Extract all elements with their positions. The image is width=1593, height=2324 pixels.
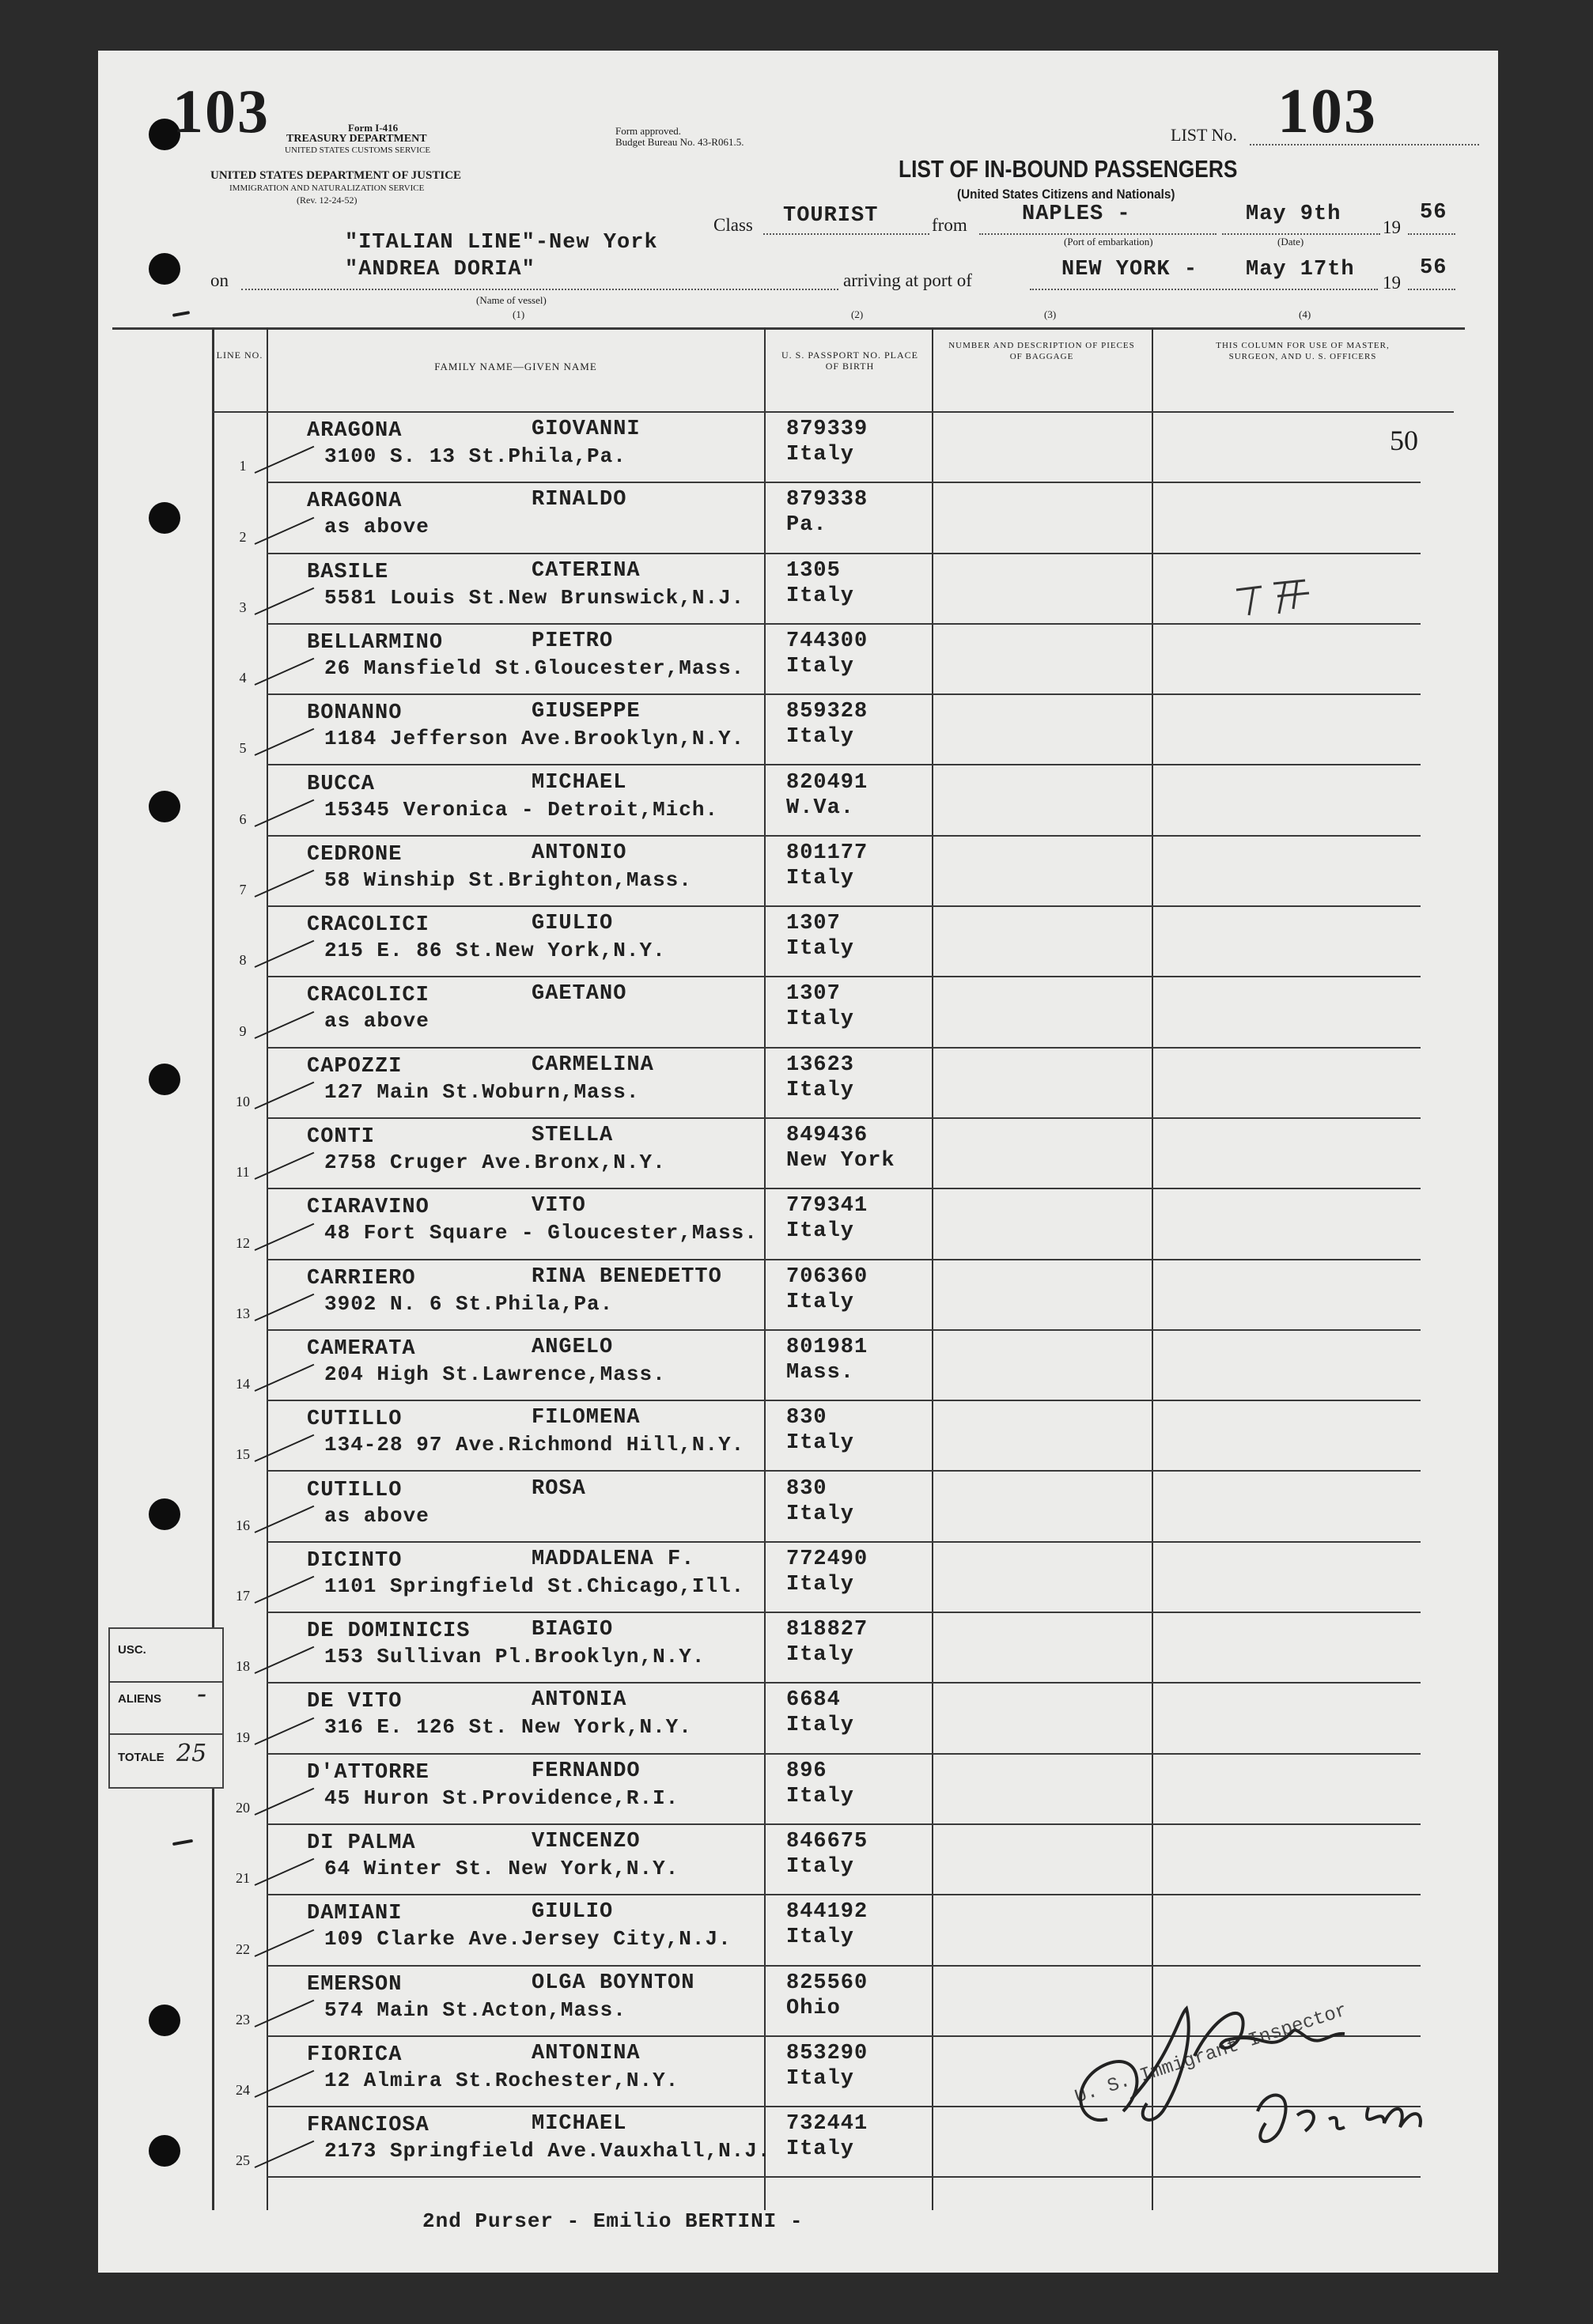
passport-number: 879338	[786, 488, 868, 512]
address: 45 Huron St.Providence,R.I.	[324, 1786, 679, 1810]
passport-number: 818827	[786, 1618, 868, 1642]
check-mark	[255, 1222, 315, 1250]
check-mark	[255, 1082, 315, 1109]
given-name: ANTONIA	[532, 1688, 627, 1713]
total-label: TOTALE	[118, 1751, 165, 1764]
row-rule-name	[267, 2176, 764, 2178]
check-mark	[255, 1434, 315, 1462]
tally-box	[108, 1627, 224, 1789]
total-value: 25	[176, 1740, 207, 1767]
given-name: ANTONIO	[532, 841, 627, 865]
place-of-birth: Mass.	[786, 1360, 855, 1385]
form-number: Form I-416	[348, 122, 399, 134]
place-of-birth: New York	[786, 1149, 895, 1173]
family-name: CAMERATA	[307, 1336, 416, 1361]
year-arrival: 56	[1420, 256, 1447, 280]
given-name: GIUSEPPE	[532, 700, 641, 724]
place-of-birth: Italy	[786, 443, 855, 467]
class-value: TOURIST	[783, 204, 879, 228]
address: 5581 Louis St.New Brunswick,N.J.	[324, 585, 745, 610]
table-row	[112, 1895, 1465, 1966]
place-of-birth: Italy	[786, 1855, 855, 1879]
line-number: 14	[236, 1376, 250, 1393]
line-number: 20	[236, 1799, 250, 1816]
passport-number: 853290	[786, 2041, 868, 2065]
passport-number: 820491	[786, 770, 868, 795]
purser-signature: 2nd Purser - Emilio BERTINI -	[422, 2209, 804, 2233]
table-row	[112, 483, 1465, 554]
line-number: 2	[239, 528, 247, 545]
table-row	[112, 1613, 1465, 1683]
passport-number: 801177	[786, 841, 868, 865]
class-label: Class	[713, 215, 753, 235]
address: 109 Clarke Ave.Jersey City,N.J.	[324, 1927, 732, 1952]
check-mark	[255, 1858, 315, 1886]
year-prefix-departure: 19	[1383, 217, 1401, 237]
check-mark	[255, 728, 315, 756]
date-line	[1222, 233, 1380, 235]
line-company: "ITALIAN LINE"-New York	[345, 231, 658, 255]
vessel-caption: (Name of vessel)	[476, 294, 547, 306]
on-label: on	[210, 270, 229, 290]
family-name: CAPOZZI	[307, 1054, 403, 1079]
address: 3902 N. 6 St.Phila,Pa.	[324, 1291, 614, 1316]
class-line	[763, 233, 929, 235]
list-number-right: 103	[1277, 77, 1377, 146]
address: as above	[324, 1009, 429, 1034]
place-of-birth: Italy	[786, 2137, 855, 2162]
family-name: CONTI	[307, 1125, 376, 1149]
ins-service: IMMIGRATION AND NATURALIZATION SERVICE	[229, 183, 425, 193]
place-of-birth: Ohio	[786, 1996, 841, 2020]
passport-number: 1305	[786, 558, 841, 583]
family-name: ARAGONA	[307, 419, 403, 443]
passport-number: 6684	[786, 1688, 841, 1713]
passport-number: 846675	[786, 1830, 868, 1854]
address: 153 Sullivan Pl.Brooklyn,N.Y.	[324, 1645, 706, 1669]
given-name: MICHAEL	[532, 770, 627, 795]
table-row	[112, 1260, 1465, 1331]
place-of-birth: Italy	[786, 1007, 855, 1032]
address: 2173 Springfield Ave.Vauxhall,N.J.	[324, 2139, 771, 2163]
port-embarkation-line	[979, 233, 1217, 235]
check-mark	[255, 658, 315, 686]
place-of-birth: Italy	[786, 1431, 855, 1456]
given-name: GIOVANNI	[532, 418, 641, 441]
address: 58 Winship St.Brighton,Mass.	[324, 867, 692, 892]
year-line	[1408, 233, 1455, 235]
check-mark	[255, 1152, 315, 1180]
passport-number: 879339	[786, 418, 868, 441]
table-row	[112, 1543, 1465, 1613]
given-name: STELLA	[532, 1124, 614, 1147]
header-name: FAMILY NAME—GIVEN NAME	[434, 361, 597, 372]
date-caption: (Date)	[1277, 236, 1304, 248]
row-rule-passport	[764, 2176, 932, 2178]
inspector-signature	[1060, 1961, 1471, 2159]
ti-initials	[1230, 574, 1325, 622]
family-name: CUTILLO	[307, 1408, 403, 1432]
family-name: DI PALMA	[307, 1831, 416, 1855]
passenger-table	[112, 277, 1418, 2210]
check-mark	[255, 588, 315, 615]
passport-number: 830	[786, 1406, 827, 1430]
aliens-value: -	[197, 1678, 207, 1710]
justice-dept: UNITED STATES DEPARTMENT OF JUSTICE	[210, 169, 462, 182]
line-number: 17	[236, 1588, 250, 1604]
table-row	[112, 1472, 1465, 1543]
given-name: CATERINA	[532, 558, 641, 583]
place-of-birth: Pa.	[786, 513, 827, 538]
line-number: 4	[239, 670, 247, 686]
line-number: 10	[236, 1093, 250, 1109]
family-name: DICINTO	[307, 1548, 403, 1573]
passport-number: 772490	[786, 1547, 868, 1571]
table-row	[112, 1189, 1465, 1260]
passport-number: 13623	[786, 1052, 855, 1077]
given-name: CARMELINA	[532, 1052, 654, 1077]
address: 316 E. 126 St. New York,N.Y.	[324, 1715, 692, 1740]
table-row	[112, 1119, 1465, 1189]
line-number: 8	[239, 952, 247, 969]
given-name: GAETANO	[532, 982, 627, 1007]
vessel-name: "ANDREA DORIA"	[345, 258, 535, 282]
customs-service: UNITED STATES CUSTOMS SERVICE	[285, 145, 431, 155]
table-row	[112, 1683, 1465, 1754]
given-name: RINALDO	[532, 488, 627, 512]
header-passport: U. S. PASSPORT NO. PLACE OF BIRTH	[781, 350, 918, 372]
check-mark	[255, 1929, 315, 1956]
header-line-no: LINE NO.	[216, 350, 263, 361]
col-number-4: (4)	[1299, 308, 1311, 320]
arrival-date: May 17th	[1246, 258, 1355, 282]
address: as above	[324, 515, 429, 539]
given-name: OLGA BOYNTON	[532, 1971, 695, 1995]
table-row	[112, 1049, 1465, 1119]
check-mark	[255, 1576, 315, 1604]
family-name: BASILE	[307, 560, 389, 584]
check-mark	[255, 446, 315, 474]
family-name: CARRIERO	[307, 1266, 416, 1290]
line-number: 1	[239, 458, 247, 474]
row-rule-baggage	[932, 2176, 1152, 2178]
family-name: FIORICA	[307, 2042, 403, 2067]
address: 127 Main St.Woburn,Mass.	[324, 1079, 640, 1104]
address: 574 Main St.Acton,Mass.	[324, 1997, 626, 2022]
family-name: D'ATTORRE	[307, 1760, 429, 1785]
treasury-dept: TREASURY DEPARTMENT	[286, 133, 427, 145]
table-row	[112, 413, 1465, 483]
passport-number: 830	[786, 1476, 827, 1501]
line-number: 7	[239, 882, 247, 898]
check-mark	[255, 2000, 315, 2027]
check-mark	[255, 940, 315, 968]
check-mark	[255, 1364, 315, 1392]
port-embarkation-caption: (Port of embarkation)	[1064, 236, 1153, 248]
family-name: DAMIANI	[307, 1902, 403, 1926]
given-name: VITO	[532, 1194, 586, 1219]
arriving-label: arriving at port of	[843, 270, 972, 290]
col-number-1: (1)	[513, 308, 525, 320]
address: 1101 Springfield St.Chicago,Ill.	[324, 1574, 745, 1598]
passport-number: 801981	[786, 1335, 868, 1359]
family-name: CIARAVINO	[307, 1196, 429, 1220]
address: 3100 S. 13 St.Phila,Pa.	[324, 444, 626, 468]
place-of-birth: Italy	[786, 1502, 855, 1526]
address: 12 Almira St.Rochester,N.Y.	[324, 2068, 679, 2092]
place-of-birth: Italy	[786, 1714, 855, 1738]
line-number: 22	[236, 1940, 250, 1957]
arrival-port: NEW YORK -	[1061, 258, 1198, 282]
passport-number: 1307	[786, 982, 841, 1007]
place-of-birth: Italy	[786, 937, 855, 962]
departure-date: May 9th	[1246, 202, 1341, 226]
revision: (Rev. 12-24-52)	[297, 195, 358, 206]
check-mark	[255, 799, 315, 827]
place-of-birth: Italy	[786, 2066, 855, 2091]
family-name: CRACOLICI	[307, 984, 429, 1008]
given-name: ANTONINA	[532, 2041, 641, 2065]
given-name: FILOMENA	[532, 1406, 641, 1430]
port-embarkation: NAPLES -	[1022, 202, 1131, 226]
given-name: GIULIO	[532, 1900, 614, 1925]
line-number: 19	[236, 1729, 250, 1745]
family-name: DE DOMINICIS	[307, 1619, 471, 1644]
passport-number: 706360	[786, 1264, 868, 1289]
place-of-birth: W.Va.	[786, 795, 855, 820]
officer-note: 50	[1390, 425, 1418, 456]
address: as above	[324, 1503, 429, 1528]
place-of-birth: Italy	[786, 1784, 855, 1808]
form-approved: Form approved.	[615, 125, 682, 137]
family-name: ARAGONA	[307, 489, 403, 514]
tally-divider	[110, 1733, 222, 1735]
table-row	[112, 977, 1465, 1048]
from-label: from	[932, 215, 967, 235]
passport-number: 779341	[786, 1194, 868, 1219]
address: 204 High St.Lawrence,Mass.	[324, 1362, 666, 1386]
given-name: BIAGIO	[532, 1618, 614, 1642]
form-title: LIST OF IN-BOUND PASSENGERS	[899, 155, 1238, 183]
year-departure: 56	[1420, 201, 1447, 225]
place-of-birth: Italy	[786, 584, 855, 608]
line-number: 16	[236, 1517, 250, 1533]
address: 1184 Jefferson Ave.Brooklyn,N.Y.	[324, 727, 745, 751]
family-name: FRANCIOSA	[307, 2114, 429, 2138]
given-name: ANGELO	[532, 1335, 614, 1359]
line-number: 12	[236, 1234, 250, 1251]
inspector-stamp: U. S. Immigrant Inspector	[1072, 2000, 1350, 2109]
given-name: PIETRO	[532, 629, 614, 653]
passport-number: 844192	[786, 1900, 868, 1925]
table-row	[112, 695, 1465, 765]
passport-number: 1307	[786, 912, 841, 936]
check-mark	[255, 516, 315, 544]
given-name: ROSA	[532, 1476, 586, 1501]
aliens-label: ALIENS	[118, 1692, 162, 1706]
passport-number: 849436	[786, 1124, 868, 1147]
passport-number: 744300	[786, 629, 868, 653]
table-row	[112, 1825, 1465, 1895]
place-of-birth: Italy	[786, 866, 855, 890]
check-mark	[255, 1294, 315, 1321]
given-name: RINA BENEDETTO	[532, 1264, 722, 1289]
check-mark	[255, 1506, 315, 1533]
list-no-label: LIST No.	[1171, 125, 1237, 145]
given-name: GIULIO	[532, 912, 614, 936]
table-top-rule	[112, 327, 1465, 330]
row-rule-officers	[1152, 2176, 1421, 2178]
check-mark	[255, 1788, 315, 1816]
table-row	[112, 907, 1465, 977]
budget-bureau: Budget Bureau No. 43-R061.5.	[615, 136, 744, 148]
line-number: 18	[236, 1658, 250, 1675]
check-mark	[255, 2070, 315, 2098]
line-number: 9	[239, 1022, 247, 1039]
family-name: CUTILLO	[307, 1478, 403, 1502]
passport-number: 732441	[786, 2112, 868, 2137]
line-number: 6	[239, 811, 247, 827]
family-name: CEDRONE	[307, 842, 403, 867]
given-name: FERNANDO	[532, 1759, 641, 1783]
check-mark	[255, 1011, 315, 1038]
form-subtitle: (United States Citizens and Nationals)	[957, 187, 1175, 202]
family-name: BUCCA	[307, 772, 376, 796]
place-of-birth: Italy	[786, 1219, 855, 1244]
passport-number: 825560	[786, 1971, 868, 1995]
family-name: DE VITO	[307, 1690, 403, 1714]
place-of-birth: Italy	[786, 725, 855, 750]
family-name: BONANNO	[307, 701, 403, 726]
place-of-birth: Italy	[786, 1925, 855, 1950]
year-prefix-arrival: 19	[1383, 273, 1401, 293]
place-of-birth: Italy	[786, 654, 855, 678]
family-name: EMERSON	[307, 1972, 403, 1997]
address: 15345 Veronica - Detroit,Mich.	[324, 797, 719, 822]
table-row	[112, 1401, 1465, 1472]
usc-label: USC.	[118, 1643, 146, 1657]
check-mark	[255, 1717, 315, 1744]
passport-number: 859328	[786, 700, 868, 724]
list-number-left: 103	[172, 77, 270, 145]
line-number: 21	[236, 1870, 250, 1887]
table-row	[112, 837, 1465, 907]
place-of-birth: Italy	[786, 1078, 855, 1102]
table-row	[112, 1755, 1465, 1825]
header-officers: THIS COLUMN FOR USE OF MASTER, SURGEON, AND U. S. OFFICERS	[1216, 341, 1390, 361]
line-number: 15	[236, 1446, 250, 1463]
check-mark	[255, 2141, 315, 2168]
line-number: 24	[236, 2082, 250, 2099]
place-of-birth: Italy	[786, 1643, 855, 1668]
address: 48 Fort Square - Gloucester,Mass.	[324, 1221, 758, 1245]
check-mark	[255, 1646, 315, 1674]
line-number: 11	[236, 1164, 250, 1181]
family-name: CRACOLICI	[307, 913, 429, 938]
line-number: 3	[239, 599, 247, 615]
col-number-3: (3)	[1044, 308, 1057, 320]
table-row	[112, 766, 1465, 837]
table-row	[112, 1331, 1465, 1401]
address: 215 E. 86 St.New York,N.Y.	[324, 939, 666, 963]
year-line	[1408, 289, 1455, 290]
given-name: MICHAEL	[532, 2112, 627, 2137]
line-number: 25	[236, 2152, 250, 2169]
family-name: BELLARMINO	[307, 630, 444, 655]
table-row	[112, 625, 1465, 695]
address: 134-28 97 Ave.Richmond Hill,N.Y.	[324, 1433, 745, 1457]
passport-number: 896	[786, 1759, 827, 1783]
line-number: 23	[236, 2011, 250, 2027]
header-baggage: NUMBER AND DESCRIPTION OF PIECES OF BAGGAGE	[948, 341, 1135, 361]
given-name: VINCENZO	[532, 1830, 641, 1854]
line-number: 5	[239, 740, 247, 757]
address: 26 Mansfield St.Gloucester,Mass.	[324, 656, 745, 680]
line-number: 13	[236, 1305, 250, 1321]
address: 64 Winter St. New York,N.Y.	[324, 1857, 679, 1880]
given-name: MADDALENA F.	[532, 1547, 695, 1571]
check-mark	[255, 870, 315, 897]
col-number-2: (2)	[851, 308, 864, 320]
address: 2758 Cruger Ave.Bronx,N.Y.	[324, 1151, 666, 1174]
place-of-birth: Italy	[786, 1290, 855, 1314]
place-of-birth: Italy	[786, 1572, 855, 1597]
